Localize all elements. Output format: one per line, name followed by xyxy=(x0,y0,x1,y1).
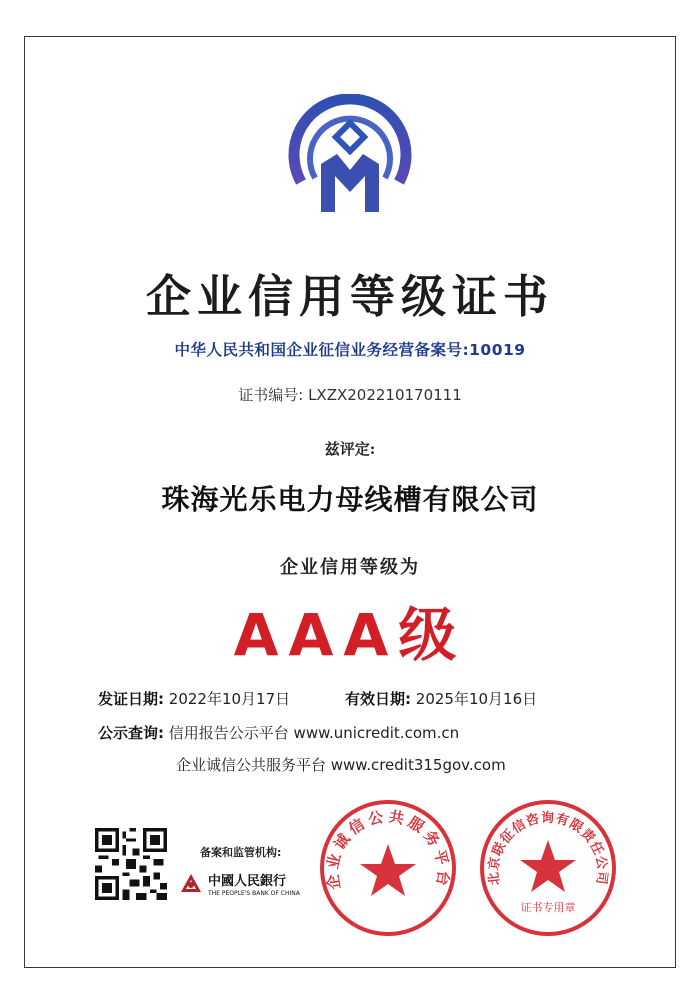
query-line-1 xyxy=(98,722,459,743)
seal-right-text: 北京联征信咨询有限责任公司 xyxy=(486,811,610,887)
assessed-label: 兹评定: xyxy=(324,440,376,458)
pboc-logo-icon xyxy=(178,866,328,900)
valid-date xyxy=(345,688,537,709)
issue-date-label: 发证日期: xyxy=(98,690,164,708)
star-icon xyxy=(360,844,416,896)
seal-left-text: 企业诚信公共服务平台 xyxy=(323,807,453,891)
cert-no-value: LXZX202210170111 xyxy=(308,386,462,404)
company-name: 珠海光乐电力母线槽有限公司 xyxy=(161,483,539,516)
filing-label: 备案和监管机构: xyxy=(200,846,282,859)
cert-no-label: 证书编号: xyxy=(238,386,304,404)
seal-right xyxy=(478,798,618,938)
credit-grade: AAA级 xyxy=(233,601,467,669)
bank-name-cn: 中國人民銀行 xyxy=(208,874,287,889)
record-number-line: 中华人民共和国企业征信业务经营备案号:10019 xyxy=(174,341,526,359)
star-icon xyxy=(520,840,576,892)
issue-date xyxy=(98,688,290,709)
query-label: 公示查询: xyxy=(98,724,164,742)
valid-date-label: 有效日期: xyxy=(345,690,411,708)
level-intro: 企业信用等级为 xyxy=(280,557,420,578)
issue-date-value: 2022年10月17日 xyxy=(168,690,291,708)
certificate-number xyxy=(0,384,700,405)
seal-right-bottom: 证书专用章 xyxy=(520,901,576,914)
bank-name-en: THE PEOPLE'S BANK OF CHINA xyxy=(208,890,300,897)
certificate-title: 企业信用等级证书 xyxy=(145,270,554,323)
credit-logo-icon xyxy=(287,94,413,220)
query-unicredit: 信用报告公示平台 www.unicredit.com.cn xyxy=(168,724,460,742)
qr-code-icon xyxy=(95,828,167,900)
valid-date-value: 2025年10月16日 xyxy=(415,690,538,708)
seal-left xyxy=(318,798,458,938)
query-line-2 xyxy=(176,754,506,775)
query-credit315: 企业诚信公共服务平台 www.credit315gov.com xyxy=(176,756,506,774)
